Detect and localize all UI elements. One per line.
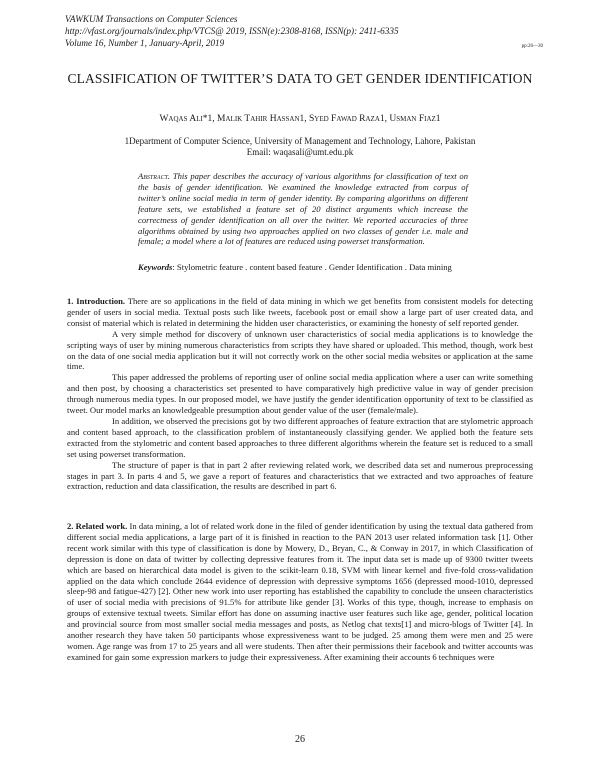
keywords [138, 262, 468, 273]
journal-header [65, 13, 545, 49]
author-list: Waqas Ali*1, Malik Tahir Hassan1, Syed Fawad Raza1, Usman Fiaz1 [159, 114, 441, 124]
paper-title: CLASSIFICATION OF TWITTER’S DATA TO GET GENDER IDENTIFICATION [67, 71, 533, 86]
affiliation: 1Department of Computer Science, University of Management and Technology, Lahore, Pakistan [124, 136, 476, 146]
paragraph: This paper addressed the problems of reporting user of online social media application where a user can write something and then post, by choosing a characteristics set presented to have comparatively high predictive value in way of gender precision through numerous media types. In our proposed model, we have justify the gender identification opportunity of text to be classified as tweet. Our model marks an knowledgeable presumption about gender value of the user (female/male). [67, 372, 533, 416]
section-heading: 1. Introduction. [67, 296, 126, 306]
paragraph: A very simple method for discovery of unknown user characteristics of social media applications is to knowledge the scripting ways of user by mining numerous characteristics from scripts they have shared or uploaded. This method, though, work best on the data of one social media application but it will not correctly work on the other social media websites or application at the same time. [67, 328, 533, 372]
affiliation-block [60, 136, 540, 158]
keywords-text: : Stylometric feature . content based feature . Gender Identification . Data mining [172, 262, 452, 272]
page-range: pp:26—30 [521, 44, 543, 49]
journal-name: VAWKUM Transactions on Computer Sciences [65, 14, 238, 24]
paragraph [67, 521, 533, 663]
abstract-label: Abstract. [138, 171, 171, 181]
paragraph [67, 296, 533, 329]
section-heading: 2. Related work. [67, 521, 128, 531]
section-introduction [67, 296, 533, 492]
paragraph: In addition, we observed the precisions got by two different approaches of feature extraction that are stylometric approach and content based approach, to the classification problem of instantaneously classifying gender. We applied both the feature sets extracted from the stylometric and content based approaches to three different algorithms wherein the feature set is reduced to a small set using powerset transformation. [67, 415, 533, 459]
abstract [138, 171, 468, 247]
page-number: 26 [295, 734, 305, 745]
keywords-label: Keywords [138, 262, 173, 272]
section-related-work [67, 521, 533, 663]
journal-url-issn: http://vfast.org/journals/index.php/VTCS@ 2019, ISSN(e):2308-8168, ISSN(p): 2411-6335 [65, 26, 399, 36]
abstract-text: This paper describes the accuracy of various algorithms for classification of text on the basis of gender identification. We examined the knowledge extracted from corpus of twitter’s online social media in term of gender identity. By comparing algorithms on different feature sets, we established a feature set of 20 distinct arguments which increase the correctness of gender identification on all over the twitter. We reported accuracies of three algorithms obtained by using two approaches applied on two classes of gender i.e. male and female; a model where a lot of features are reduced using powerset transformation. [138, 171, 469, 247]
paragraph-text: In data mining, a lot of related work done in the filed of gender identification by using the textual data gathered from different social media applications, a large part of it is finished in reaction to the PAN 2013 user related information task [1]. Other recent work similar with this type of classification is done by Mowery, D., Bryan, C., & Conway in 2017, in which Classification of depression is done on data of twitter by collecting depressive features from it. The input data set is made up of 9300 twitter tweets which are based on hierarchical data model is given to the scikit-learn 0.18, SVM with linear kernel and five-fold cross-validation applied on the data which conclude 2644 evidence of depression with depressive symptoms 1656 (depressed mood-1010, depressed sleep-98 and fatigue-427) [2]. Other new work into user reporting has established the capability to conclude the unseen characteristics of user of social media with precisions of 91.5% for attribute like gender [3]. Works of this type, though, increase to emphasis on groups of extensive textual tweets. Similar effort has done on assuming inactive user features such like age, gender, political location and provincial source from most smaller social media messages and posts, as Netlog chat texts[1] and micro-blogs of Twitter [4]. In another research they have taken 50 participants whose expressiveness want to be judged. 25 among them were men and 25 were women. Age range was from 17 to 25 years and all were students. Then after their permissions their facebook and twitter accounts was examined for gain some expression markers to judge their expressiveness. After examining their accounts 6 techniques were [67, 521, 533, 662]
paragraph: The structure of paper is that in part 2 after reviewing related work, we described data set and numerous preprocessing stages in part 3. In parts 4 and 5, we gave a report of features and characteristics that we extracted and two approaches of feature extraction, reduction and data classification, the results are described in part 6. [67, 459, 533, 492]
paragraph-text: There are so applications in the field of data mining in which we get benefits from consistent models for detecting gender of users in social media. Textual posts such like tweets, facebook post or email show a large part of user created data, and consist of material which is related in determining the hidden user characteristics, or examining the honesty of self reported gender. [67, 296, 533, 328]
contact-email: Email: waqasali@umt.edu.pk [246, 147, 354, 157]
journal-volume: Volume 16, Number 1, January-April, 2019 [65, 38, 225, 48]
